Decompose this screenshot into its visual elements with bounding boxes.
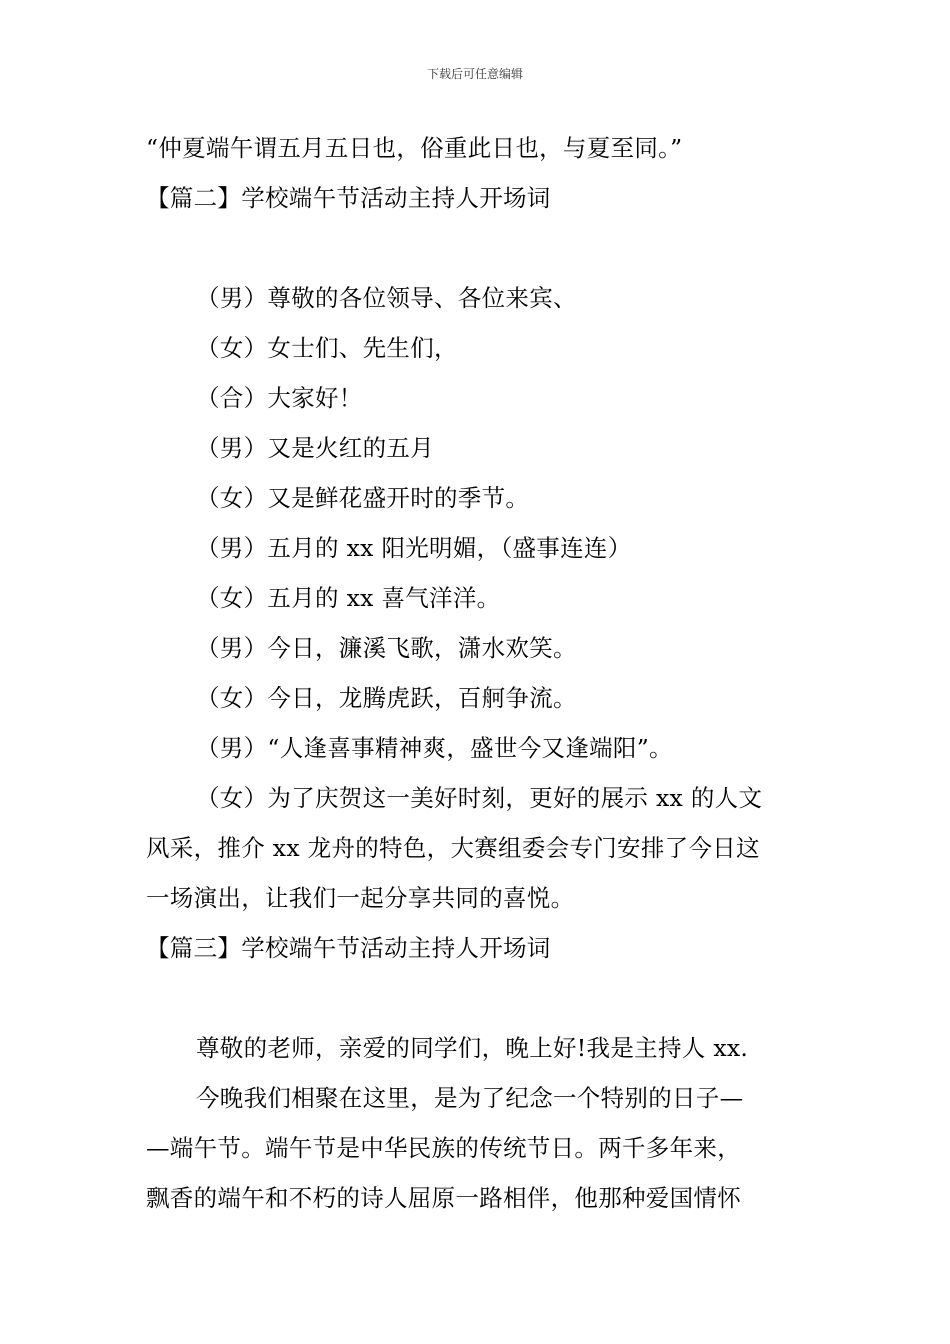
dialogue-line: （女）又是鲜花盛开时的季节。 <box>196 484 530 512</box>
dialogue-line: （男）五月的 xx 阳光明媚，（盛事连连） <box>196 534 632 562</box>
dialogue-line: （女）为了庆贺这一美好时刻，更好的展示 xx 的人文 <box>196 784 763 812</box>
section-heading-3: 【篇三】学校端午节活动主持人开场词 <box>146 934 551 962</box>
quote-line: “仲夏端午谓五月五日也，俗重此日也，与夏至同。” <box>146 134 683 162</box>
dialogue-line: （男）又是火红的五月 <box>196 434 434 462</box>
dialogue-line: （女）今日，龙腾虎跃，百舸争流。 <box>196 684 577 712</box>
paragraph-line: 风采，推介 xx 龙舟的特色，大赛组委会专门安排了今日这 <box>146 834 760 862</box>
dialogue-line: （女）女士们、先生们， <box>196 334 458 362</box>
page-header-note: 下载后可任意编辑 <box>426 67 523 81</box>
dialogue-line: （男）今日，濂溪飞歌，潇水欢笑。 <box>196 634 577 662</box>
dialogue-line: （女）五月的 xx 喜气洋洋。 <box>196 584 501 612</box>
dialogue-line: （男）“人逢喜事精神爽，盛世今又逢端阳”。 <box>196 734 673 762</box>
dialogue-line: （合）大家好！ <box>196 384 363 412</box>
paragraph-line: 尊敬的老师，亲爱的同学们，晚上好!我是主持人 xx. <box>196 1034 749 1062</box>
paragraph-line: —端午节。端午节是中华民族的传统节日。两千多年来， <box>146 1134 741 1162</box>
paragraph-line: 飘香的端午和不朽的诗人屈原一路相伴，他那种爱国情怀 <box>146 1184 741 1212</box>
section-heading-2: 【篇二】学校端午节活动主持人开场词 <box>146 184 551 212</box>
paragraph-line: 今晚我们相聚在这里，是为了纪念一个特别的日子— <box>196 1084 744 1112</box>
paragraph-line: 一场演出，让我们一起分享共同的喜悦。 <box>146 884 575 912</box>
dialogue-line: （男）尊敬的各位领导、各位来宾、 <box>196 284 577 312</box>
